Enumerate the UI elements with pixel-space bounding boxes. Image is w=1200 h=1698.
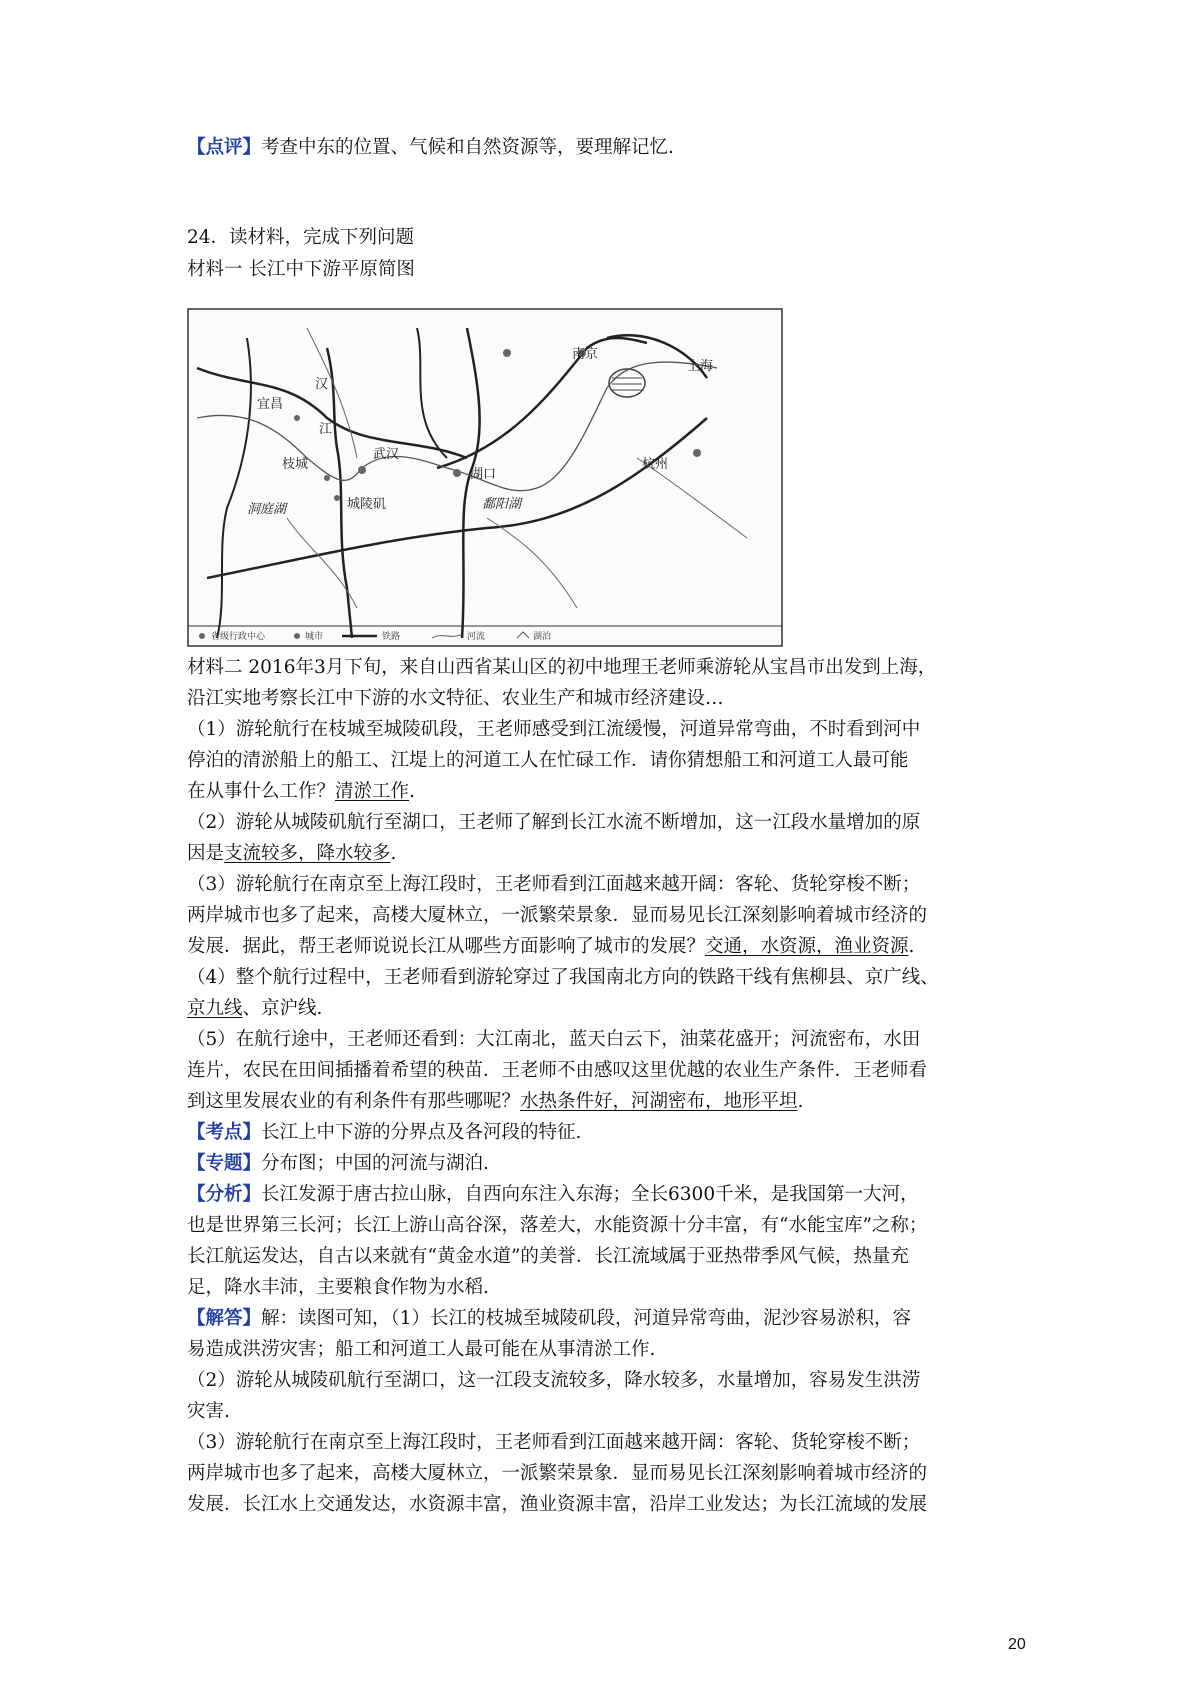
map-label-poyang: 鄱阳湖 (482, 497, 522, 512)
jieda-line4: 灾害. (187, 1401, 230, 1422)
map-label-dongting: 洞庭湖 (247, 502, 287, 517)
q1-line1: （1）游轮航行在枝城至城陵矶段，王老师感受到江流缓慢，河道异常弯曲，不时看到河中 (187, 719, 921, 740)
city-marker (693, 449, 701, 457)
legend-city: 城市 (305, 632, 324, 642)
fenxi-line4: 足，降水丰沛，主要粮食作物为水稻. (187, 1277, 489, 1298)
map-label-jiang: 江 (319, 422, 333, 437)
material-two-line2: 沿江实地考察长江中下游的水文特征、农业生产和城市经济建设… (187, 688, 724, 709)
q4-line1: （4）整个航行过程中，王老师看到游轮穿过了我国南北方向的铁路干线有焦柳县、京广线、 (187, 967, 939, 988)
q4-line2: 京九线、京沪线. (187, 998, 323, 1019)
legend-lake: 湖泊 (533, 632, 552, 642)
fenxi-line2: 也是世界第三长河；长江上游山高谷深，落差大，水能资源十分丰富，有“水能宝库”之称； (187, 1215, 928, 1236)
q3-line2: 两岸城市也多了起来，高楼大厦林立，一派繁荣景象．显而易见长江深刻影响着城市经济的 (187, 905, 928, 926)
legend-railway: 铁路 (382, 632, 401, 642)
q3-line3: 发展．据此，帮王老师说说长江从哪些方面影响了城市的发展？交通，水资源，渔业资源. (187, 936, 915, 957)
jieda-line7: 发展．长江水上交通发达，水资源丰富，渔业资源丰富，沿岸工业发达；为长江流域的发展 (187, 1494, 928, 1515)
jieda-line3: （2）游轮从城陵矶航行至湖口，这一江段支流较多，降水较多，水量增加，容易发生洪涝 (187, 1370, 921, 1391)
q2-line1: （2）游轮从城陵矶航行至湖口，王老师了解到长江水流不断增加，这一江段水量增加的原 (187, 812, 921, 833)
q5-answer: 水热条件好，河湖密布，地形平坦 (520, 1091, 798, 1112)
q5-line3: 到这里发展农业的有利条件有那些哪呢？水热条件好，河湖密布，地形平坦. (187, 1091, 804, 1112)
city-marker (503, 349, 511, 357)
legend-river: 河流 (467, 632, 486, 642)
zhuanti-line: 【专题】分布图；中国的河流与湖泊. (187, 1153, 489, 1174)
review-text: 考查中东的位置、气候和自然资源等，要理解记忆. (261, 137, 674, 158)
fenxi-line3: 长江航运发达，自古以来就有“黄金水道”的美誉．长江流域属于亚热带季风气候，热量充 (187, 1246, 909, 1267)
q3-answer: 交通，水资源，渔业资源 (705, 936, 909, 957)
q1-line3: 在从事什么工作？清淤工作. (187, 781, 415, 802)
q2-line2: 因是支流较多，降水较多. (187, 843, 397, 864)
page-number: 20 (1008, 1636, 1026, 1653)
material-two-line1: 材料二 2016年3月下旬，来自山西省某山区的初中地理王老师乘游轮从宝昌市出发到上海， (187, 657, 937, 678)
map-label-han: 汉 (315, 377, 329, 392)
review-tag: 【点评】 (187, 137, 262, 158)
map-label-zhicheng: 枝城 (282, 457, 309, 472)
q2-answer: 支流较多，降水较多 (224, 843, 391, 864)
q3-line1: （3）游轮航行在南京至上海江段时，王老师看到江面越来越开阔：客轮、货轮穿梭不断； (187, 874, 921, 895)
map-svg (187, 308, 783, 647)
review-line (187, 136, 674, 160)
question-title: 24．读材料，完成下列问题 (187, 227, 415, 248)
yangtze-plain-map (187, 308, 783, 647)
city-marker (294, 415, 300, 421)
q4-answer: 京九线 (187, 998, 243, 1019)
map-label-chenglingji: 城陵矶 (347, 497, 387, 512)
jieda-line1: 【解答】解：读图可知，（1）长江的枝城至城陵矶段，河道异常弯曲，泥沙容易淤积，容 (187, 1308, 912, 1329)
map-label-hangzhou: 杭州 (642, 457, 669, 472)
map-label-hukou: 湖口 (470, 467, 497, 482)
city-marker (334, 495, 340, 501)
legend-capital: 省级行政中心 (211, 632, 266, 642)
map-label-shanghai: 上海 (687, 359, 714, 374)
city-marker (358, 466, 366, 474)
kaodian-line: 【考点】长江上中下游的分界点及各河段的特征. (187, 1122, 582, 1143)
map-label-yichang: 宜昌 (257, 397, 284, 412)
material-one-caption: 材料一 长江中下游平原简图 (187, 259, 415, 280)
jieda-line6: 两岸城市也多了起来，高楼大厦林立，一派繁荣景象．显而易见长江深刻影响着城市经济的 (187, 1463, 928, 1484)
jieda-line2: 易造成洪涝灾害；船工和河道工人最可能在从事清淤工作. (187, 1339, 656, 1360)
jieda-line5: （3）游轮航行在南京至上海江段时，王老师看到江面越来越开阔：客轮、货轮穿梭不断； (187, 1432, 921, 1453)
q1-answer: 清淤工作 (335, 781, 410, 802)
q1-line2: 停泊的清淤船上的船工、江堤上的河道工人在忙碌工作．请你猜想船工和河道工人最可能 (187, 750, 909, 771)
city-marker (324, 475, 330, 481)
fenxi-line1: 【分析】长江发源于唐古拉山脉，自西向东注入东海；全长6300千米，是我国第一大河， (187, 1184, 919, 1205)
map-label-nanjing: 南京 (572, 347, 599, 362)
q5-line2: 连片，农民在田间插播着希望的秧苗．王老师不由感叹这里优越的农业生产条件．王老师看 (187, 1060, 928, 1081)
q5-line1: （5）在航行途中，王老师还看到：大江南北，蓝天白云下，油菜花盛开；河流密布，水田 (187, 1029, 921, 1050)
map-label-wuhan: 武汉 (373, 447, 400, 462)
city-marker (453, 469, 461, 477)
